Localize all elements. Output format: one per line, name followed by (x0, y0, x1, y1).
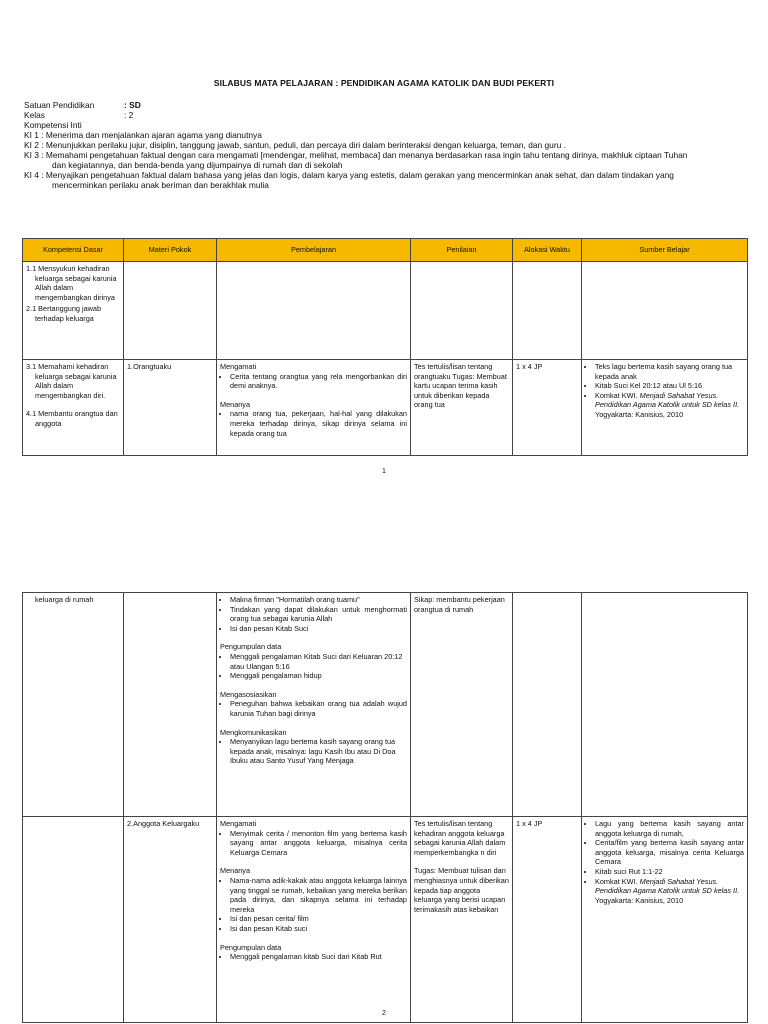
kd-cell (23, 262, 124, 360)
menanya-list (220, 876, 407, 934)
list-item: • Nama-nama adik-kakak atau anggota keluarga lainnya yang tinggal se rumah, kebaikan yang mereka berikan pada dirinya, dan sikapnya selama ini terhadap mereka (230, 876, 407, 914)
satuan-label: Satuan Pendidikan (24, 100, 95, 110)
sumber-book-title: Menjadi Sahabat Yesus. Pendidikan Agama Katolik untuk SD kelas II. (595, 390, 740, 410)
header-alokasi-waktu: Alokasi Waktu (513, 239, 582, 262)
list-item (595, 391, 744, 420)
kd-cell (23, 817, 124, 1023)
list-item: • Menyimak cerita / menonton film yang bertema kasih sayang antar anggota keluarga, misalnya cerita Keluarga Cemara (230, 829, 407, 858)
list-item: • Isi dan pesan cerita/ film (230, 914, 407, 924)
ki-4-line-1: KI 4 : Menyajikan pengetahuan faktual dalam bahasa yang jelas dan logis, dalam karya yang estetis, dalam gerakan yang mencerminkan anak sehat, dan dalam tindakan yang (24, 170, 674, 180)
silabus-table-page-1 (22, 238, 748, 456)
list-item: • Kitab suci Rut 1:1-22 (595, 867, 744, 877)
ki-1: KI 1 : Menerima dan menjalankan ajaran agama yang dianutnya (24, 130, 262, 140)
list-item: • Kitab Suci Kel 20:12 atau Ul 5:16 (595, 381, 744, 391)
silabus-table-page-2 (22, 592, 748, 1023)
table-row (23, 360, 748, 456)
sumber-list (585, 819, 744, 905)
penilaian-cell (411, 262, 513, 360)
penilaian-tugas: Tugas: Membuat tulisan dan menghiasnya untuk diberikan kepada tiap anggota keluarga yang berisi ucapan terimakasih atas kebaikan (414, 866, 509, 914)
penilaian-cell: Sikap: membantu pekerjaan orangtua di rumah (411, 593, 513, 817)
table-row (23, 262, 748, 360)
materi-cell: 1.Orangtuaku (124, 360, 217, 456)
mengkomunikasikan-title: Mengkomunikasikan (220, 727, 287, 737)
list-item: • Menggali pengalaman hidup (230, 671, 407, 681)
list-item: • Cerita tentang orangtua yang rela mengorbankan diri demi anaknya. (230, 372, 407, 391)
sumber-author: Komkat KWI. (595, 390, 640, 400)
header-kompetensi-dasar: Kompetensi Dasar (23, 239, 124, 262)
document-title: SILABUS MATA PELAJARAN : PENDIDIKAN AGAMA KATOLIK DAN BUDI PEKERTI (213, 78, 555, 88)
alokasi-cell: 1 x 4 JP (513, 360, 582, 456)
materi-cell (124, 262, 217, 360)
mengasosiasikan-list (220, 699, 407, 718)
kelas-value: : 2 (124, 110, 134, 120)
pembelajaran-cell (217, 817, 411, 1023)
ki-3-line-1: KI 3 : Memahami pengetahuan faktual dengan cara mengamati [mendengar, melihat, membaca] dan menanya berdasarkan rasa ingin tahu tentang dirinya, makhluk ciptaan Tuhan (24, 150, 688, 160)
mengkomunikasikan-list (220, 737, 407, 766)
mengamati-list (220, 829, 407, 858)
header-penilaian: Penilaian (411, 239, 513, 262)
menanya-list (220, 409, 407, 438)
menanya-title: Menanya (220, 866, 251, 876)
kd-3-1: 3.1 Memahami kehadiran keluarga sebagai karunia Allah dalam mengembangkan diri. (26, 362, 117, 400)
sumber-cell (582, 360, 748, 456)
sumber-publisher: Yogyakarta: Kanisius, 2010 (595, 409, 684, 419)
table-header-row (23, 239, 748, 262)
sumber-publisher: Yogyakarta: Kanisius, 2010 (595, 895, 684, 905)
materi-cell: 2.Anggota Keluargaku (124, 817, 217, 1023)
header-pembelajaran: Pembelajaran (217, 239, 411, 262)
list-item (595, 877, 744, 906)
kelas-label: Kelas (24, 110, 45, 120)
ki-4-line-2: mencerminkan perilaku anak beriman dan berakhlak mulia (52, 180, 269, 190)
pembelajaran-cell (217, 360, 411, 456)
list-item: • Lagu yang bertema kasih sayang antar anggota keluarga di rumah, (595, 819, 744, 838)
penilaian-cell (411, 817, 513, 1023)
document-page-1 (0, 0, 768, 492)
ki-3 (24, 150, 754, 170)
pengumpulan-title: Pengumpulan data (220, 642, 282, 652)
mengamati-list (220, 372, 407, 391)
satuan-row (24, 100, 754, 110)
page-number: 1 (382, 468, 386, 475)
list-item: • Menyanyikan lagu bertema kasih sayang orang tua kepada anak, misalnya: lagu Kasih Ibu atau Di Doa Ibuku atau Santo Yusuf Yang Menjaga (230, 737, 407, 766)
kd-4-1: 4.1 Membantu orangtua dan anggota (26, 409, 118, 428)
penilaian-tes: Tes tertulis/lisan tentang kehadiran anggota keluarga sebagai karunia Allah dalam memperkembangka n diri (414, 819, 506, 857)
ki-3-line-2: dan kegiatannya, dan benda-benda yang dijumpainya di rumah dan di sekolah (52, 160, 343, 170)
list-item: • Menggali pengalaman Kitab Suci dari Keluaran 20:12 atau Ulangan 5:16 (230, 652, 407, 671)
materi-cell (124, 593, 217, 817)
ki-heading: Kompetensi Inti (24, 120, 82, 130)
sumber-cell (582, 262, 748, 360)
pembelajaran-cell (217, 593, 411, 817)
kd-2-1: 2.1 Bertanggung jawab terhadap keluarga (26, 304, 102, 323)
penilaian-cell: Tes tertulis/lisan tentang orangtuaku Tugas: Membuat kartu ucapan terima kasih untuk diberikan kepada orang tua (411, 360, 513, 456)
mengamati-title: Mengamati (220, 362, 257, 371)
alokasi-cell: 1 x 4 JP (513, 817, 582, 1023)
list-item: • Teks lagu bertema kasih sayang orang tua kepada anak (595, 362, 744, 381)
alokasi-cell (513, 262, 582, 360)
kd-continued: keluarga di rumah (35, 595, 94, 604)
table-row (23, 817, 748, 1023)
table-row (23, 593, 748, 817)
pengumpulan-list (220, 652, 407, 681)
document-page-2 (0, 540, 768, 1024)
list-item: • Makna firman "Hormatilah orang tuamu" (230, 595, 407, 605)
page-number: 2 (382, 1010, 386, 1017)
satuan-value: : SD (124, 100, 141, 110)
header-info (24, 100, 754, 190)
header-materi-pokok: Materi Pokok (124, 239, 217, 262)
alokasi-cell (513, 593, 582, 817)
list-item: • Peneguhan bahwa kebaikan orang tua adalah wujud karunia Tuhan bagi dirinya (230, 699, 407, 718)
list-item: • Isi dan pesan Kitab Suci (230, 624, 407, 634)
sumber-list (585, 362, 744, 420)
kd-cell (23, 593, 124, 817)
mengamati-title: Mengamati (220, 819, 257, 828)
page-gap (0, 492, 768, 540)
pengumpulan-title: Pengumpulan data (220, 942, 282, 952)
pengumpulan-list (220, 952, 407, 962)
mengasosiasikan-title: Mengasosiasikan (220, 689, 277, 699)
kelas-row (24, 110, 754, 120)
list-item: • Cerita/film yang bertema kasih sayang antar anggota keluarga, misalnya cerita Keluarga Cemara (595, 838, 744, 867)
pembelajaran-list (220, 595, 407, 633)
kd-1-1: 1.1 Mensyukuri kehadiran keluarga sebagai karunia Allah dalam mengembangkan dirinya (26, 264, 117, 302)
sumber-cell (582, 593, 748, 817)
list-item: • nama orang tua, pekerjaan, hal-hal yang dilakukan mereka terhadap dirinya, sikap dirinya selama ini kepada orang tua (230, 409, 407, 438)
kd-cell (23, 360, 124, 456)
sumber-cell (582, 817, 748, 1023)
menanya-title: Menanya (220, 399, 251, 409)
ki-4 (24, 170, 754, 190)
list-item: • Tindakan yang dapat dilakukan untuk menghormati orang tua sebagai karunia Allah (230, 605, 407, 624)
ki-2: KI 2 : Menunjukkan perilaku jujur, disiplin, tanggung jawab, santun, peduli, dan percaya diri dalam berinteraksi dengan keluarga, teman, dan guru . (24, 140, 566, 150)
sumber-book-title: Menjadi Sahabat Yesus. Pendidikan Agama Katolik untuk SD kelas II. (595, 876, 740, 896)
pembelajaran-cell (217, 262, 411, 360)
sumber-author: Komkat KWI. (595, 876, 640, 886)
header-sumber-belajar: Sumber Belajar (582, 239, 748, 262)
list-item: • Menggali pengalaman kitab Suci dari Kitab Rut (230, 952, 407, 962)
list-item: • Isi dan pesan Kitab suci (230, 924, 407, 934)
